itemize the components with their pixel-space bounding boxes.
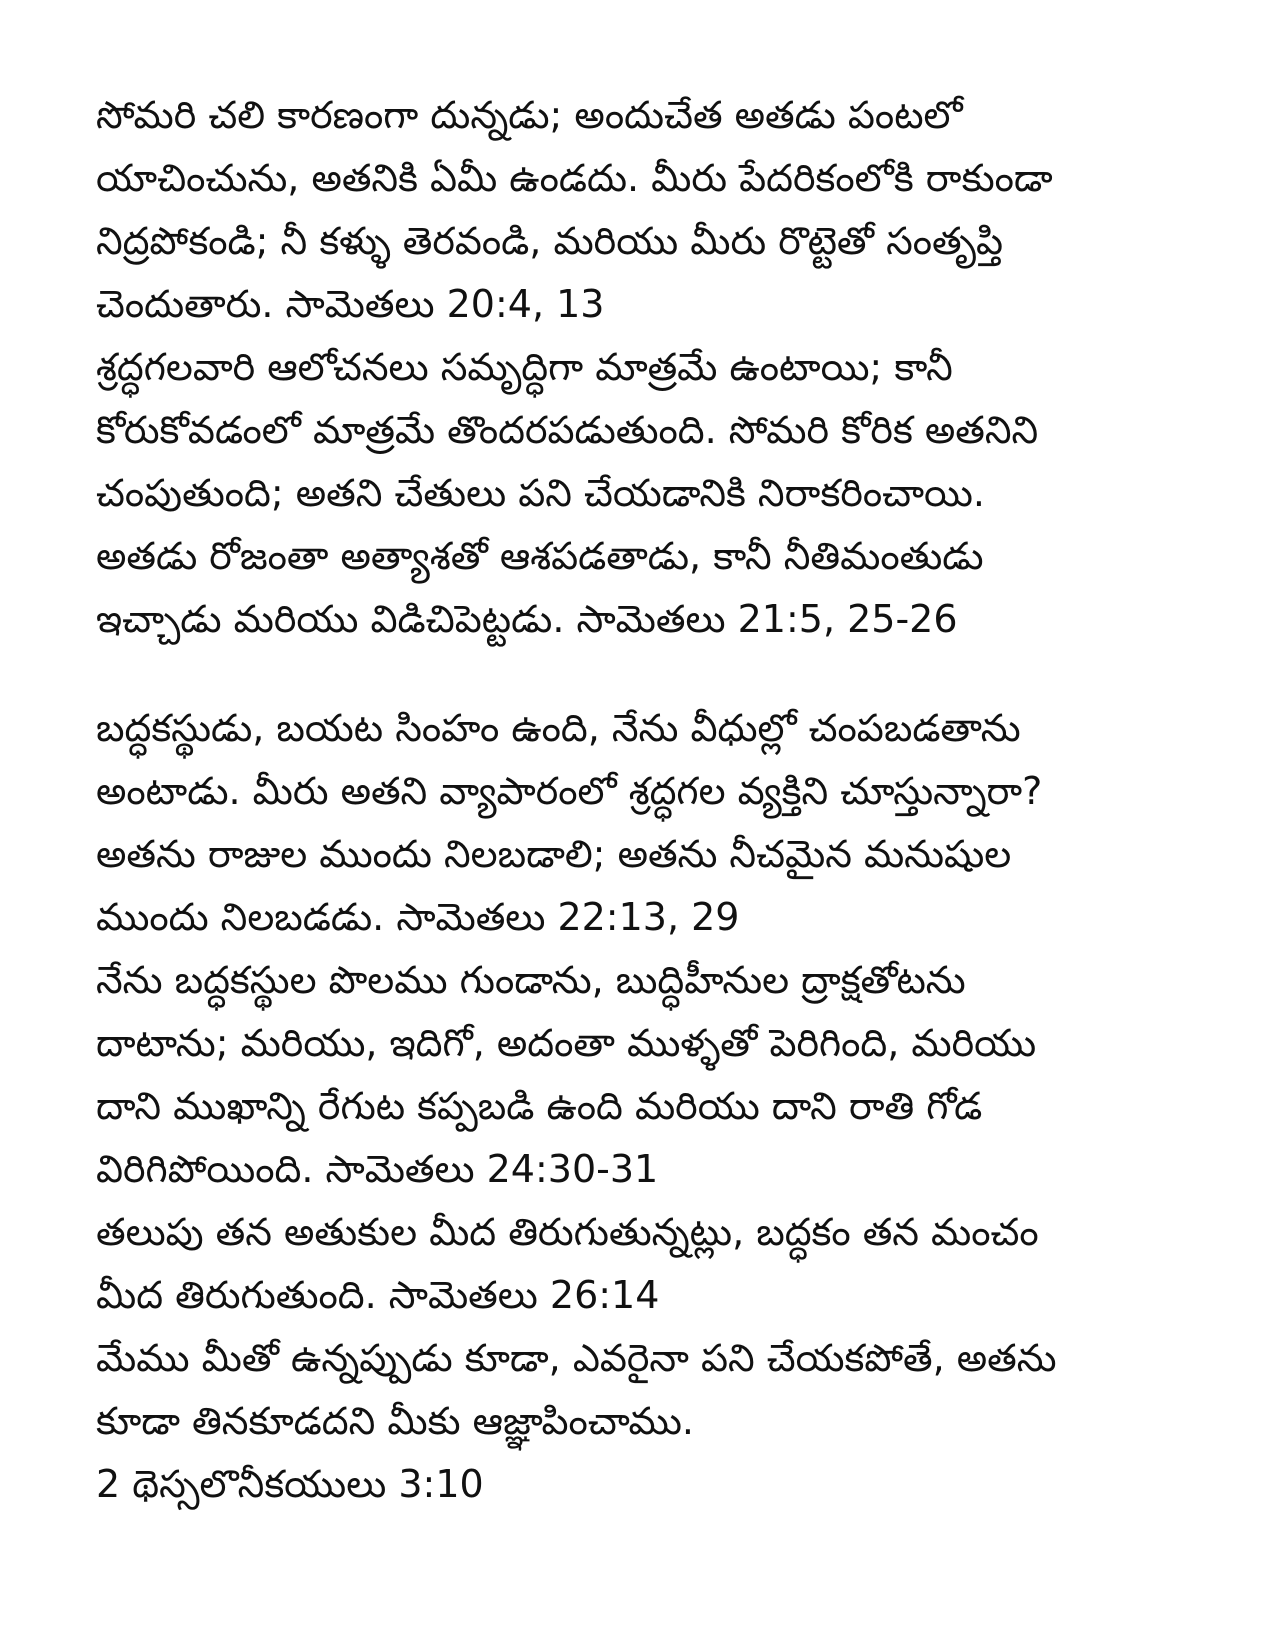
text-line: అతను రాజుల ముందు నిలబడాలి; అతను నీచమైన మనుషుల — [96, 832, 1012, 876]
text-line: మేము మీతో ఉన్నప్పుడు కూడా, ఎవరైనా పని చేయకపోతే, అతను — [96, 1336, 1057, 1380]
text-line: తలుపు తన అతుకుల మీద తిరుగుతున్నట్లు, బద్ధకం తన మంచం — [96, 1210, 1039, 1254]
text-line: నిద్రపోకండి; నీ కళ్ళు తెరవండి, మరియు మీరు రొట్టెతో సంతృప్తి — [96, 219, 1004, 263]
text-line: యాచించును, అతనికి ఏమీ ఉండదు. మీరు పేదరికంలోకి రాకుండా — [96, 156, 1053, 200]
text-line: దాని ముఖాన్ని రేగుట కప్పబడి ఉంది మరియు దాని రాతి గోడ — [96, 1084, 983, 1128]
text-line: విరిగిపోయింది. సామెతలు 24:30-31 — [96, 1147, 659, 1191]
text-line: ముందు నిలబడడు. సామెతలు 22:13, 29 — [96, 895, 740, 939]
text-line: ఇచ్చాడు మరియు విడిచిపెట్టడు. సామెతలు 21:5, 25-26 — [96, 597, 958, 641]
text-line: చెందుతారు. సామెతలు 20:4, 13 — [96, 282, 605, 326]
text-line: సోమరి చలి కారణంగా దున్నడు; అందుచేత అతడు పంటలో — [96, 93, 963, 137]
text-line: అతడు రోజంతా అత్యాశతో ఆశపడతాడు, కానీ నీతిమంతుడు — [96, 534, 984, 578]
text-block-1 — [96, 84, 1206, 651]
text-line: మీద తిరుగుతుంది. సామెతలు 26:14 — [96, 1273, 660, 1317]
text-line: బద్ధకస్థుడు, బయట సింహం ఉంది, నేను వీధుల్లో చంపబడతాను — [96, 706, 1021, 750]
text-line: చంపుతుంది; అతని చేతులు పని చేయడానికి నిరాకరించాయి. — [96, 471, 985, 515]
text-line: నేను బద్ధకస్థుల పొలము గుండాను, బుద్ధిహీనుల ద్రాక్షతోటను — [96, 958, 966, 1002]
text-line: దాటాను; మరియు, ఇదిగో, అదంతా ముళ్ళతో పెరిగింది, మరియు — [96, 1021, 1037, 1065]
text-line: కోరుకోవడంలో మాత్రమే తొందరపడుతుంది. సోమరి కోరిక అతనిని — [96, 408, 1039, 452]
text-line: అంటాడు. మీరు అతని వ్యాపారంలో శ్రద్ధగల వ్యక్తిని చూస్తున్నారా? — [96, 769, 1043, 813]
text-line: శ్రద్ధగలవారి ఆలోచనలు సమృద్ధిగా మాత్రమే ఉంటాయి; కానీ — [96, 345, 953, 389]
text-line: 2 థెస్సలొనీకయులు 3:10 — [96, 1462, 484, 1506]
text-line: కూడా తినకూడదని మీకు ఆజ్ఞాపించాము. — [96, 1399, 694, 1443]
text-block-2 — [96, 697, 1206, 1516]
